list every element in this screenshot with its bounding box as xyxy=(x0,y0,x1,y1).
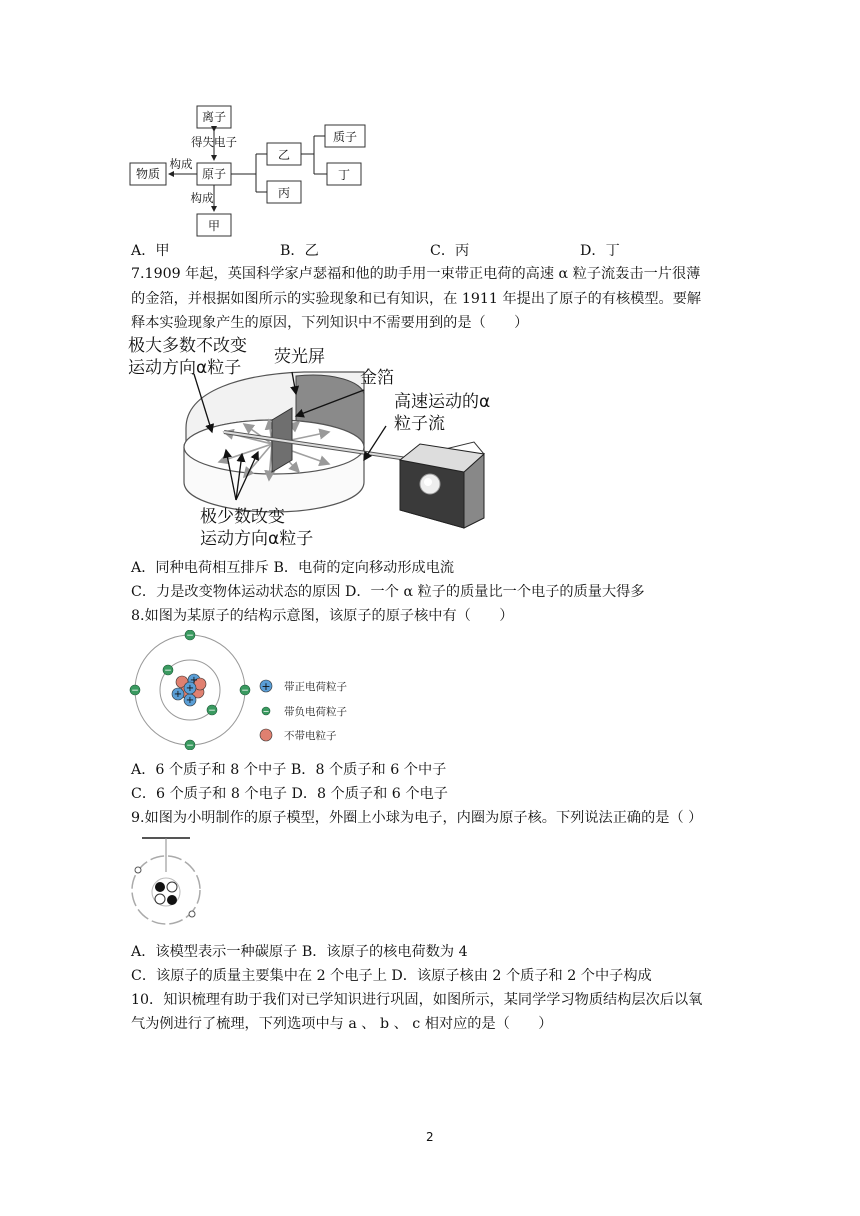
q8-options-line-1[interactable]: A．6 个质子和 8 个中子 B．8 个质子和 6 个中子 xyxy=(131,762,447,778)
atom-structure-figure xyxy=(128,630,388,750)
q8-options-line-2[interactable]: C．6 个质子和 8 个电子 D．8 个质子和 6 个电子 xyxy=(131,786,448,802)
bing-label: 丙 xyxy=(277,186,291,200)
page-number: 2 xyxy=(426,1130,434,1144)
svg-text:−: − xyxy=(186,741,194,750)
jia-label: 甲 xyxy=(207,219,221,233)
beam-label-line1: 高速运动的α xyxy=(394,392,491,412)
q7-options-line-2[interactable]: C．力是改变物体运动状态的原因 D．一个 α 粒子的质量比一个电子的质量大得多 xyxy=(131,584,645,600)
foil-label: 金箔 xyxy=(360,368,394,388)
screen-label: 荧光屏 xyxy=(274,347,325,367)
most-alpha-label-line1: 极大多数不改变 xyxy=(128,336,247,356)
q10-stem-line-1: 10．知识梳理有助于我们对已学知识进行巩固，如图所示，某同学学习物质结构层次后以氧 xyxy=(131,992,703,1008)
q9-stem: 9.如图为小明制作的原子模型，外圈上小球为电子，内圈为原子核。下列说法正确的是（ ） xyxy=(131,810,703,826)
q8-stem: 8.如图为某原子的结构示意图，该原子的原子核中有（ ） xyxy=(131,608,514,624)
q9-options-line-1[interactable]: A．该模型表示一种碳原子 B．该原子的核电荷数为 4 xyxy=(131,944,468,960)
gain-lose-electrons-label: 得失电子 xyxy=(191,135,237,149)
structure-hierarchy-diagram xyxy=(128,104,368,238)
svg-text:+: + xyxy=(185,683,195,694)
legend-negative-label: 带负电荷粒子 xyxy=(284,706,347,718)
svg-text:−: − xyxy=(241,686,249,696)
beam-label-line2: 粒子流 xyxy=(394,414,445,434)
svg-text:−: − xyxy=(262,707,270,716)
ion-label: 离子 xyxy=(201,110,227,124)
neutral-particle-legend-icon xyxy=(260,729,272,741)
q10-stem-line-2: 气为例进行了梳理，下列选项中与 a 、 b 、 c 相对应的是（ ） xyxy=(131,1016,553,1032)
rutherford-experiment-figure xyxy=(124,332,500,554)
q7-stem-line-2: 的金箔，并根据如图所示的实验现象和已有知识，在 1911 年提出了原子的有核模型。要解 xyxy=(131,291,702,307)
svg-text:+: + xyxy=(189,675,199,686)
compose-label-2: 构成 xyxy=(190,191,214,205)
svg-text:−: − xyxy=(208,706,216,716)
proton-label: 质子 xyxy=(332,130,358,144)
legend-neutral-label: 不带电粒子 xyxy=(284,730,337,742)
matter-label: 物质 xyxy=(135,167,161,181)
ding-label: 丁 xyxy=(337,168,351,182)
svg-text:+: + xyxy=(173,689,183,700)
q6-option-c[interactable]: C．丙 xyxy=(430,243,470,259)
legend-positive-label: 带正电荷粒子 xyxy=(284,681,347,693)
q7-stem-line-1: 7.1909 年起，英国科学家卢瑟福和他的助手用一束带正电荷的高速 α 粒子流轰击一片很薄 xyxy=(131,266,701,282)
atom-label: 原子 xyxy=(201,167,227,181)
q7-stem-line-3: 释本实验现象产生的原因，下列知识中不需要用到的是（ ） xyxy=(131,315,529,331)
svg-text:−: − xyxy=(186,631,194,641)
most-alpha-label-line2: 运动方向α粒子 xyxy=(128,358,242,378)
few-alpha-label-line2: 运动方向α粒子 xyxy=(200,529,314,549)
svg-text:+: + xyxy=(261,680,271,693)
svg-text:−: − xyxy=(131,686,139,696)
q6-option-d[interactable]: D．丁 xyxy=(580,243,620,259)
q6-option-b[interactable]: B．乙 xyxy=(280,243,319,259)
svg-text:−: − xyxy=(164,666,172,676)
yi-label: 乙 xyxy=(277,148,291,162)
q6-option-a[interactable]: A．甲 xyxy=(131,243,170,259)
q7-options-line-1[interactable]: A．同种电荷相互排斥 B．电荷的定向移动形成电流 xyxy=(131,560,455,576)
q9-options-line-2[interactable]: C．该原子的质量主要集中在 2 个电子上 D．该原子核由 2 个质子和 2 个中子构成 xyxy=(131,968,652,984)
svg-text:+: + xyxy=(185,695,195,706)
few-alpha-label-line1: 极少数改变 xyxy=(200,507,285,527)
atom-model-figure xyxy=(128,832,212,932)
compose-label-1: 构成 xyxy=(169,157,193,171)
